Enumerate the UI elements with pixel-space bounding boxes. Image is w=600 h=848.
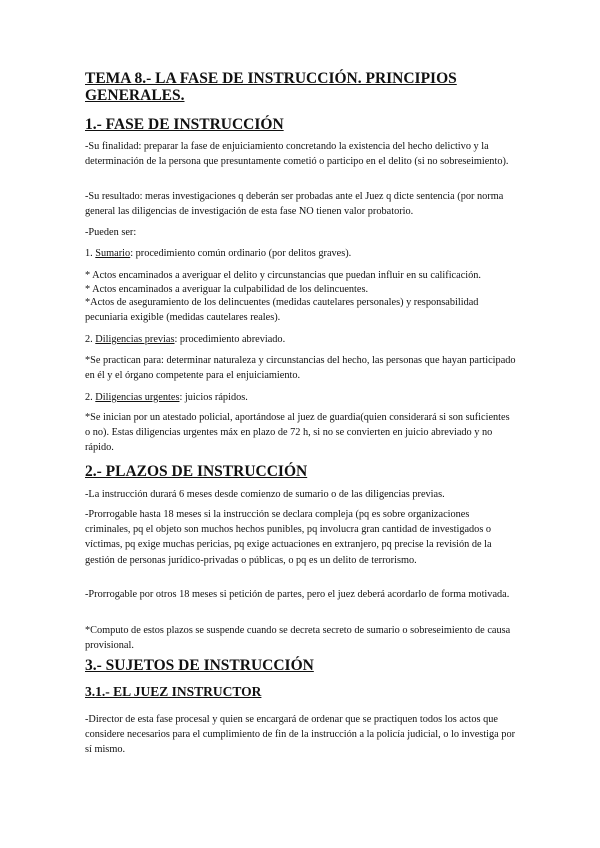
term-sumario: Sumario <box>95 248 131 259</box>
term-definition: : procedimiento abreviado. <box>174 334 286 345</box>
paragraph-duracion: -La instrucción durará 6 meses desde comienzo de sumario o de las diligencias previas. <box>85 489 445 500</box>
paragraph-finalidad: -Su finalidad: preparar la fase de enjuiciamiento concretando la existencia del hecho delictivo y la determinación de la persona que presuntamente cometió o participo en el delito (si no sobreseimiento). <box>85 141 509 168</box>
bullet-averiguar-delito: * Actos encaminados a averiguar el delito y circunstancias que puedan influir en su calificación. <box>85 270 481 281</box>
bullet-se-practican: *Se practican para: determinar naturaleza y circunstancias del hecho, las personas que hayan participado en él y el órgano competente para el enjuiciamiento. <box>85 355 516 382</box>
paragraph-resultado: -Su resultado: meras investigaciones q deberán ser probadas ante el Juez q dicte sentencia (por norma general las diligencias de investigación de esta fase NO tienen valor probatorio. <box>85 191 504 218</box>
section-heading-plazos: 2.- PLAZOS DE INSTRUCCIÓN <box>85 463 308 480</box>
paragraph-computo: *Computo de estos plazos se suspende cuando se decreta secreto de sumario o sobreseimiento de causa provisional. <box>85 625 511 652</box>
section-heading-sujetos: 3.- SUJETOS DE INSTRUCCIÓN <box>85 657 314 674</box>
list-item-diligencias-urgentes <box>85 390 517 405</box>
subsection-heading-juez-instructor: 3.1.- EL JUEZ INSTRUCTOR <box>85 684 262 699</box>
paragraph-prorroga-partes: -Prorrogable por otros 18 meses si petición de partes, pero el juez deberá acordarlo de forma motivada. <box>85 589 510 600</box>
term-diligencias-urgentes: Diligencias urgentes <box>95 392 180 403</box>
term-definition: : juicios rápidos. <box>179 392 248 403</box>
paragraph-prorroga-compleja: -Prorrogable hasta 18 meses si la instrucción se declara compleja (pq es sobre organizaciones criminales, pq el objeto son muchos hechos punibles, pq involucra gran cantidad de investigados o víctimas, pq exige muchas pericias, pq exige actuaciones en extranjero, pq precise la revisión de la gestión de personas jurídico-privadas o públicas, o pq es un delito de terrorismo. <box>85 509 492 566</box>
bullet-se-inician: *Se inician por un atestado policial, aportándose al juez de guardia(quien considerará si son suficientes o no). Estas diligencias urgentes máx en plazo de 72 h, si no se convierten en juicio abreviado y no rápido. <box>85 412 510 454</box>
list-number: 1. <box>85 248 96 259</box>
list-item-diligencias-previas <box>85 332 517 347</box>
section-heading-fase-instruccion: 1.- FASE DE INSTRUCCIÓN <box>85 116 284 133</box>
document-title: TEMA 8.- LA FASE DE INSTRUCCIÓN. PRINCIPIOS GENERALES. <box>85 70 457 104</box>
bullet-averiguar-culpabilidad: * Actos encaminados a averiguar la culpabilidad de los delincuentes. <box>85 284 369 295</box>
list-number: 2. <box>85 392 96 403</box>
term-definition: : procedimiento común ordinario (por delitos graves). <box>130 248 352 259</box>
list-item-sumario <box>85 246 517 261</box>
list-number: 2. <box>85 334 96 345</box>
paragraph-director: -Director de esta fase procesal y quien se encargará de ordenar que se practiquen todos los actos que considere necesarios para el cumplimiento de fin de la instrucción a la policía judicial, o lo investiga por sí mismo. <box>85 714 516 756</box>
bullet-aseguramiento: *Actos de aseguramiento de los delincuentes (medidas cautelares personales) y responsabilidad pecuniaria exigible (medidas cautelares reales). <box>85 297 479 324</box>
term-diligencias-previas: Diligencias previas <box>95 334 175 345</box>
paragraph-pueden-ser: -Pueden ser: <box>85 227 137 238</box>
